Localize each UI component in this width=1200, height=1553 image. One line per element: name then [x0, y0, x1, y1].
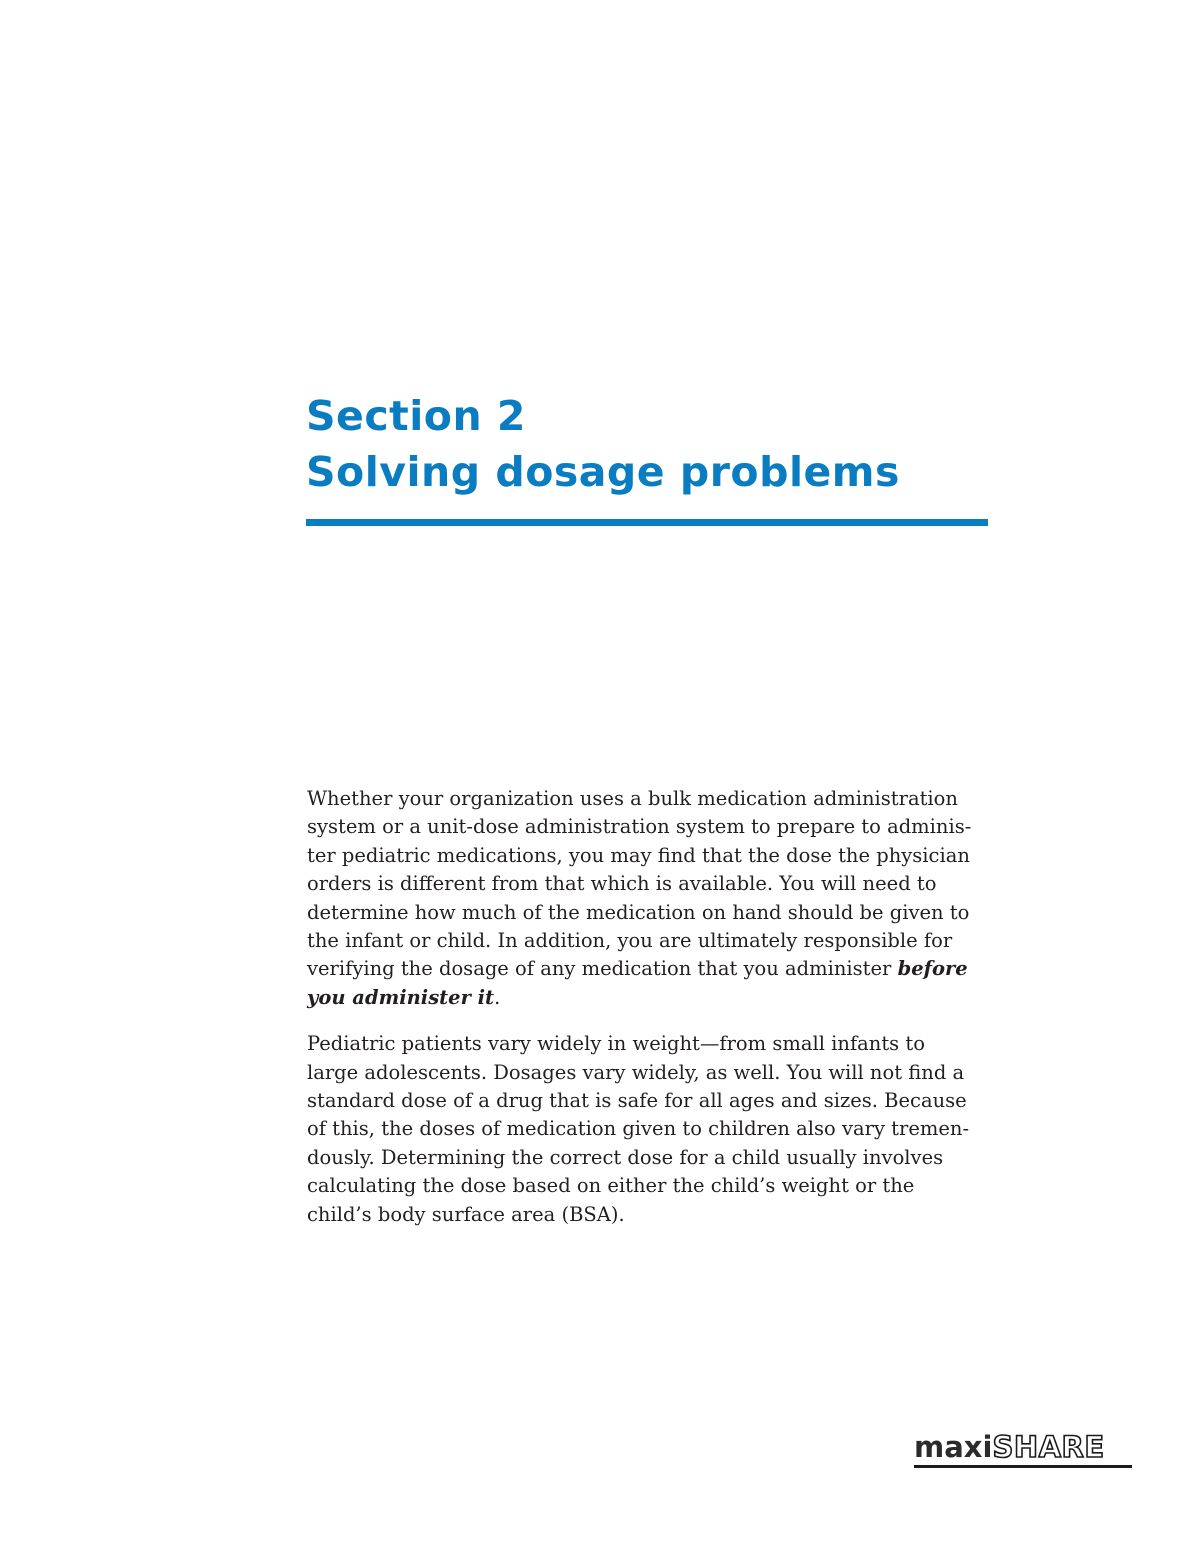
paragraph-1-emphasis: before you administer it [307, 957, 968, 1009]
body-text [307, 785, 1007, 1247]
section-divider [306, 519, 988, 526]
logo-maxi: maxi [914, 1430, 993, 1464]
logo-text [914, 1430, 1105, 1464]
section-title: Solving dosage problems [306, 448, 900, 496]
paragraph-1-text: Whether your organization uses a bulk medication administration system or a unit-dose administration system to prepare to adminis- ter pediatric medications, you may find that the dose the physician orders is different from that which is available. You will need to determine how much of the medication on hand should be given to the infant or child. In addition, you are ultimately responsible for verifying the dosage of any medication that you administer [307, 787, 972, 981]
paragraph-2: Pediatric patients vary widely in weight—from small infants to large adolescents. Dosages vary widely, as well. You will not find a standard dose of a drug that is safe for all ages and sizes. Because of this, the doses of medication given to children also vary tremen- dously. Determining the correct dose for a child usually involves calculating the dose based on either the child’s weight or the child’s body surface area (BSA). [307, 1032, 970, 1226]
logo-underline [914, 1465, 1132, 1468]
maxishare-logo [914, 1430, 1132, 1468]
section-header [306, 388, 988, 500]
section-number: Section 2 [306, 392, 526, 440]
paragraph-1 [307, 785, 1007, 1012]
paragraph-1-end: . [494, 985, 501, 1009]
logo-share: SHARE [992, 1430, 1105, 1464]
